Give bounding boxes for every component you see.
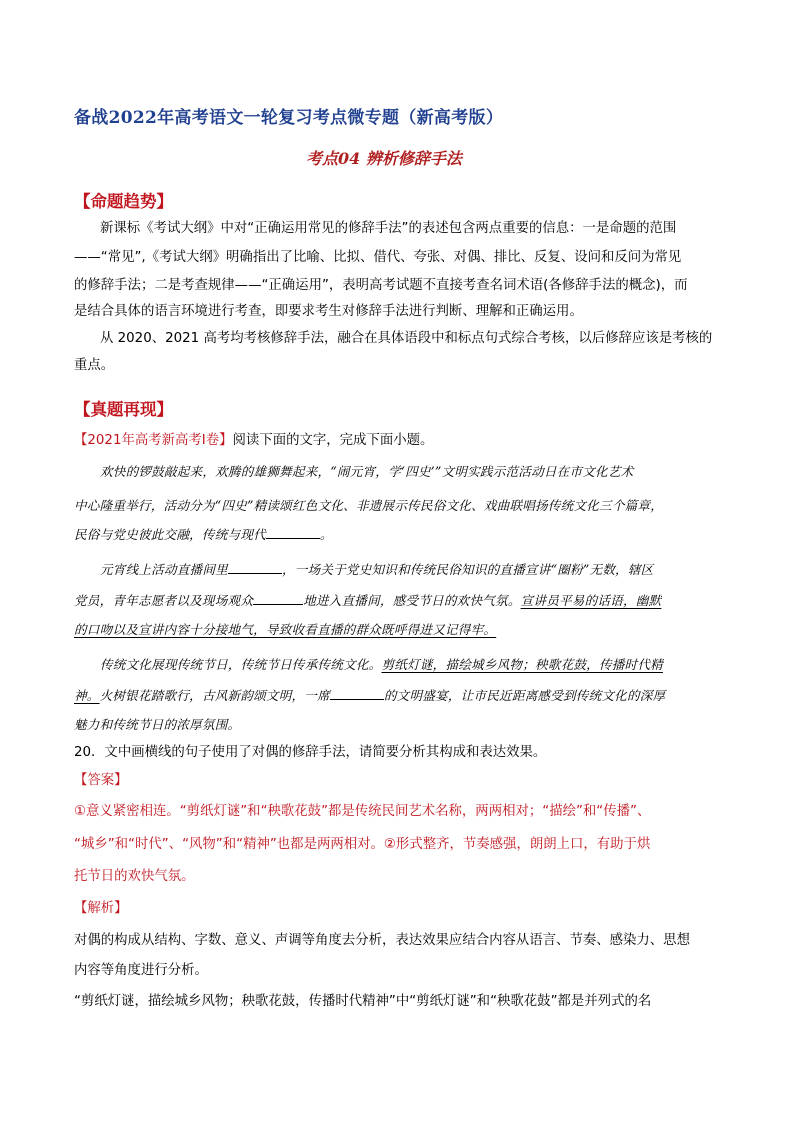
section-heading-trend: 【命题趋势】 xyxy=(74,192,173,211)
answer-label: 【答案】 xyxy=(74,773,128,788)
analysis-label: 【解析】 xyxy=(74,901,128,916)
answer-line: ①意义紧密相连。“剪纸灯谜”和“秧歌花鼓”都是传统民间艺术名称，两两相对；“描绘”和“传播”、 xyxy=(74,804,651,819)
underlined-couplet: 神。 xyxy=(74,688,100,703)
trend-line: ——“常见”,《考试大纲》明确指出了比喻、比拟、借代、夸张、对偶、排比、反复、设问和反问为常见 xyxy=(74,250,682,265)
passage-line: 神。火树银花踏歌行，古风新韵颂文明，一席 的文明盛宴，让市民近距离感受到传统文化的深厚 xyxy=(74,688,666,703)
analysis-line: 内容等角度进行分析。 xyxy=(74,963,208,978)
underlined-sentence: 宣讲员平易的话语，幽默 xyxy=(520,593,662,608)
passage-line: 欢快的锣鼓敲起来，欢腾的雄狮舞起来，“闹元宵，学‘四史’”文明实践示范活动日在市文化艺术 xyxy=(100,464,634,479)
topic-subtitle: 考点04 辨析修辞手法 xyxy=(306,149,462,168)
passage-line: 民俗与党史彼此交融，传统与现代 。 xyxy=(74,527,333,542)
fill-blank xyxy=(330,687,384,700)
fill-blank xyxy=(253,592,303,605)
document-title: 备战2022年高考语文一轮复习考点微专题（新高考版） xyxy=(74,108,504,128)
passage-line: 党员，青年志愿者以及现场观众 地进入直播间，感受节日的欢快气氛。宣讲员平易的话语，幽默 xyxy=(74,593,662,608)
trend-line: 是结合具体的语言环境进行考查，即要求考生对修辞手法进行判断、理解和正确运用。 xyxy=(74,304,583,319)
reading-instruction: 阅读下面的文字，完成下面小题。 xyxy=(232,433,434,448)
answer-line: “城乡”和“时代”、“风物”和“精神”也都是两两相对。②形式整齐，节奏感强，朗朗上口，有助于烘 xyxy=(74,837,651,852)
passage-line xyxy=(74,621,720,639)
passage-line: 中心隆重举行，活动分为“四史”精读颂红色文化、非遗展示传民俗文化、戏曲联唱扬传统文化三个篇章， xyxy=(74,498,663,513)
passage-line: 传统文化展现传统节日，传统节日传承传统文化。剪纸灯谜，描绘城乡风物；秧歌花鼓，传播时代精 xyxy=(100,657,663,672)
trend-line: 重点。 xyxy=(74,358,115,373)
passage-line: 元宵线上活动直播间里 ，一场关于党史知识和传统民俗知识的直播宣讲“圈粉”无数，辖区 xyxy=(100,562,654,577)
exam-source: 【2021年高考新高考Ⅰ卷】 xyxy=(74,433,233,448)
underlined-sentence: 的口吻以及宣讲内容十分接地气，导致收看直播的群众既呼得进又记得牢。 xyxy=(74,622,497,637)
fill-blank xyxy=(228,561,282,574)
answer-line: 托节日的欢快气氛。 xyxy=(74,869,195,884)
question-20: 20．文中画横线的句子使用了对偶的修辞手法，请简要分析其构成和表达效果。 xyxy=(74,745,547,760)
fill-blank xyxy=(266,526,320,539)
trend-line: 的修辞手法；二是考查规律——“正确运用”，表明高考试题不直接考查名词术语(各修辞手法的概念)，而 xyxy=(74,278,688,293)
analysis-line: 对偶的构成从结构、字数、意义、声调等角度去分析，表达效果应结合内容从语言、节奏、感染力、思想 xyxy=(74,933,690,948)
trend-line: 从 2020、2021 高考均考核修辞手法，融合在具体语段中和标点句式综合考核，以后修辞应该是考核的 xyxy=(100,331,713,346)
passage-line: 魅力和传统节日的浓厚氛围。 xyxy=(74,717,241,732)
trend-line: 新课标《考试大纲》中对“正确运用常见的修辞手法”的表述包含两点重要的信息：一是命题的范围 xyxy=(100,221,677,236)
section-heading-real-exam: 【真题再现】 xyxy=(74,400,173,419)
question-header xyxy=(74,432,720,450)
underlined-couplet: 剪纸灯谜，描绘城乡风物；秧歌花鼓，传播时代精 xyxy=(381,657,663,672)
analysis-line: “剪纸灯谜，描绘城乡风物；秧歌花鼓，传播时代精神”中“剪纸灯谜”和“秧歌花鼓”都是并列式的名 xyxy=(74,994,652,1009)
